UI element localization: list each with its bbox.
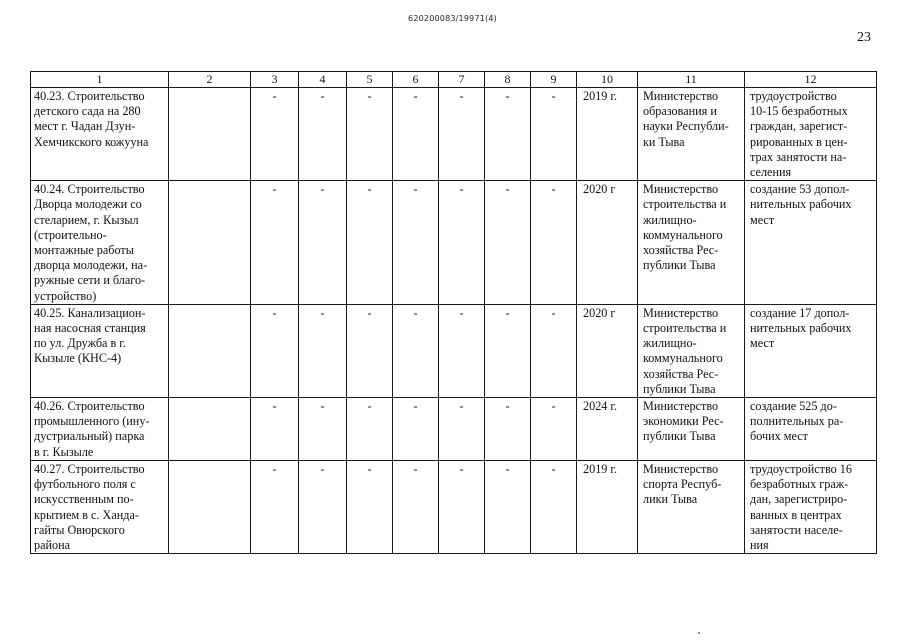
dash-cell: - [347, 88, 393, 181]
result-cell: создание 17 допол- нительных рабочих мест [745, 304, 877, 397]
scan-dot [698, 632, 700, 634]
column-header: 5 [347, 72, 393, 88]
dash-cell: - [439, 304, 485, 397]
year-cell: 2019 г. [577, 88, 638, 181]
page-number: 23 [857, 30, 871, 45]
empty-cell [169, 398, 251, 461]
column-header: 11 [638, 72, 745, 88]
empty-cell [169, 88, 251, 181]
dash-cell: - [531, 88, 577, 181]
dash-cell: - [439, 88, 485, 181]
dash-cell: - [393, 181, 439, 305]
dash-cell: - [347, 304, 393, 397]
row-name-cell: 40.27. Строительство футбольного поля с искусственным по- крытием в с. Ханда- гайты Овюрского района [31, 461, 169, 554]
column-header: 1 [31, 72, 169, 88]
result-cell: создание 53 допол- нительных рабочих мест [745, 181, 877, 305]
dash-cell: - [251, 304, 299, 397]
row-name-cell: 40.26. Строительство промышленного (ину- дустриальный) парка в г. Кызыле [31, 398, 169, 461]
ministry-cell: Министерство экономики Рес- публики Тыва [638, 398, 745, 461]
dash-cell: - [485, 181, 531, 305]
table-header-row [31, 72, 877, 88]
dash-cell: - [299, 304, 347, 397]
column-header: 8 [485, 72, 531, 88]
dash-cell: - [485, 88, 531, 181]
row-name-cell: 40.25. Канализацион- ная насосная станция по ул. Дружба в г. Кызыле (КНС-4) [31, 304, 169, 397]
column-header: 7 [439, 72, 485, 88]
dash-cell: - [485, 398, 531, 461]
result-cell: трудоустройство 16 безработных граж- дан, зарегистриро- ванных в центрах занятости населе- ния [745, 461, 877, 554]
result-cell: трудоустройство 10-15 безработных граждан, зарегист- рированных в цен- трах занятости на- селения [745, 88, 877, 181]
dash-cell: - [393, 398, 439, 461]
ministry-cell: Министерство спорта Респуб- лики Тыва [638, 461, 745, 554]
ministry-cell: Министерство строительства и жилищно- коммунального хозяйства Рес- публики Тыва [638, 181, 745, 305]
dash-cell: - [439, 461, 485, 554]
dash-cell: - [531, 181, 577, 305]
year-cell: 2020 г [577, 181, 638, 305]
result-cell: создание 525 до- полнительных ра- бочих мест [745, 398, 877, 461]
dash-cell: - [299, 461, 347, 554]
column-header: 9 [531, 72, 577, 88]
dash-cell: - [439, 398, 485, 461]
column-header: 2 [169, 72, 251, 88]
dash-cell: - [531, 398, 577, 461]
table-row [31, 88, 877, 181]
dash-cell: - [251, 461, 299, 554]
empty-cell [169, 461, 251, 554]
table-row [31, 398, 877, 461]
dash-cell: - [393, 461, 439, 554]
column-header: 3 [251, 72, 299, 88]
dash-cell: - [393, 304, 439, 397]
column-header: 6 [393, 72, 439, 88]
dash-cell: - [347, 398, 393, 461]
year-cell: 2020 г [577, 304, 638, 397]
program-table [30, 71, 877, 554]
dash-cell: - [299, 398, 347, 461]
dash-cell: - [531, 461, 577, 554]
column-header: 10 [577, 72, 638, 88]
row-name-cell: 40.24. Строительство Дворца молодежи со стеларием, г. Кызыл (строительно- монтажные работы дворца молодежи, на- ружные сети и благо- устройство) [31, 181, 169, 305]
empty-cell [169, 304, 251, 397]
year-cell: 2024 г. [577, 398, 638, 461]
dash-cell: - [251, 88, 299, 181]
dash-cell: - [393, 88, 439, 181]
dash-cell: - [439, 181, 485, 305]
dash-cell: - [251, 181, 299, 305]
table-row [31, 304, 877, 397]
dash-cell: - [485, 461, 531, 554]
table-row [31, 461, 877, 554]
dash-cell: - [485, 304, 531, 397]
dash-cell: - [299, 88, 347, 181]
row-name-cell: 40.23. Строительство детского сада на 280 мест г. Чадан Дзун- Хемчикского кожууна [31, 88, 169, 181]
year-cell: 2019 г. [577, 461, 638, 554]
dash-cell: - [347, 461, 393, 554]
column-header: 4 [299, 72, 347, 88]
dash-cell: - [299, 181, 347, 305]
table-row [31, 181, 877, 305]
column-header: 12 [745, 72, 877, 88]
ministry-cell: Министерство строительства и жилищно- коммунального хозяйства Рес- публики Тыва [638, 304, 745, 397]
dash-cell: - [531, 304, 577, 397]
document-id: 620200083/19971(4) [408, 14, 497, 23]
dash-cell: - [347, 181, 393, 305]
empty-cell [169, 181, 251, 305]
dash-cell: - [251, 398, 299, 461]
ministry-cell: Министерство образования и науки Республи- ки Тыва [638, 88, 745, 181]
